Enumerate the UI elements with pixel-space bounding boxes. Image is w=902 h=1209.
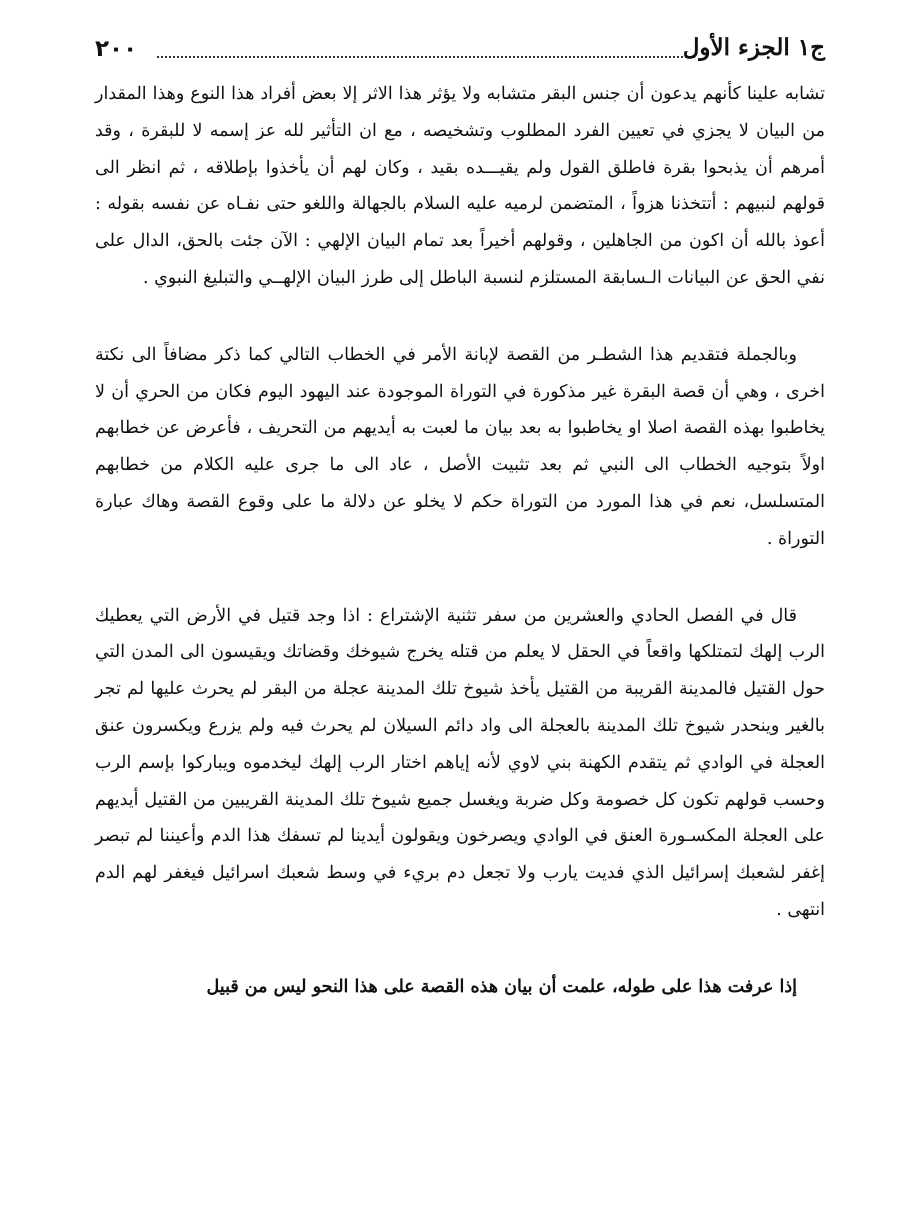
volume-title: ج١ الجزء الأول <box>682 34 825 61</box>
header-dotted-leader <box>157 56 695 58</box>
paragraph-3: قال في الفصل الحادي والعشرين من سفر تثنية الإشتراع : اذا وجد قتيل في الأرض التي يعطيك الرب إلهك لتمتلكها واقعاً في الحقل لا يعلم من قتله يخرج شيوخك وقضاتك ويقيسون الى المدن التي حول القتيل فالمدينة القريبة من القتيل يأخذ شيوخ تلك المدينة عجلة من البقر لم يحرث عليها لم تجر بالغير وينحدر شيوخ تلك المدينة بالعجلة الى واد دائم السيلان لم يحرث فيه ولم يزرع ويكسرون عنق العجلة في الوادي ثم يتقدم الكهنة بني لاوي لأنه إياهم اختار الرب إلهك ليخدموه ويباركوا بإسم الرب وحسب قولهم تكون كل خصومة وكل ضربة ويغسل جميع شيوخ تلك المدينة القريبين من القتيل أيديهم على العجلة المكسـورة العنق في الوادي ويصرخون ويقولون أيدينا لم تسفك هذا الدم وأعيننا لم تبصر إغفر لشعبك إسرائيل الذي فديت يارب ولا تجعل دم بريء في وسط شعبك اسرائيل فيغفر لهم الدم انتهى . <box>95 605 825 920</box>
paragraph-1: تشابه علينا كأنهم يدعون أن جنس البقر متشابه ولا يؤثر هذا الاثر إلا بعض أفراد هذا النوع وهذا المقدار من البيان لا يجزي في تعيين الفرد المطلوب وتشخيصه ، مع ان التأثير لله عز إسمه لا للبقرة ، وقد أمرهم أن يذبحوا بقرة فاطلق القول ولم يقيـــده بقيد ، وكان لهم أن يأخذوا بإطلاقه ، ثم انظر الى قولهم لنبيهم : أتتخذنا هزواً ، المتضمن لرميه عليه السلام بالجهالة واللغو حتى نفـاه عن نفسه بقوله : أعوذ بالله أن اكون من الجاهلين ، وقولهم أخيراً بعد تمام البيان الإلهي : الآن جئت بالحق، الدال على نفي الحق عن البيانات الـسابقة المستلزم لنسبة الباطل إلى طرز البيان الإلهــي والتبليغ النبوي . <box>95 84 825 288</box>
book-page <box>95 36 825 1006</box>
page-number: ٢٠٠ <box>95 36 138 62</box>
paragraph-2: وبالجملة فتقديم هذا الشطـر من القصة لإبانة الأمر في الخطاب التالي كما ذكر مضافاً الى نكتة اخرى ، وهي أن قصة البقرة غير مذكورة في التوراة الموجودة عند اليهود اليوم فكان من الحري أن لا يخاطبوا بهذه القصة اصلا او يخاطبوا به بعد بيان ما لعبت به أيديهم من التحريف ، فأعرض عن خطابهم اولاً بتوجيه الخطاب الى النبي ثم بعد تثبيت الأصل ، عاد الى ما جرى عليه الكلام من خطابهم المتسلسل، نعم في هذا المورد من التوراة حكم لا يخلو عن دلالة ما على وقوع القصة وهاك عبارة التوراة . <box>95 344 825 549</box>
paragraph-4: إذا عرفت هذا على طوله، علمت أن بيان هذه القصة على هذا النحو ليس من قبيل <box>206 976 797 997</box>
page-header <box>95 36 825 70</box>
